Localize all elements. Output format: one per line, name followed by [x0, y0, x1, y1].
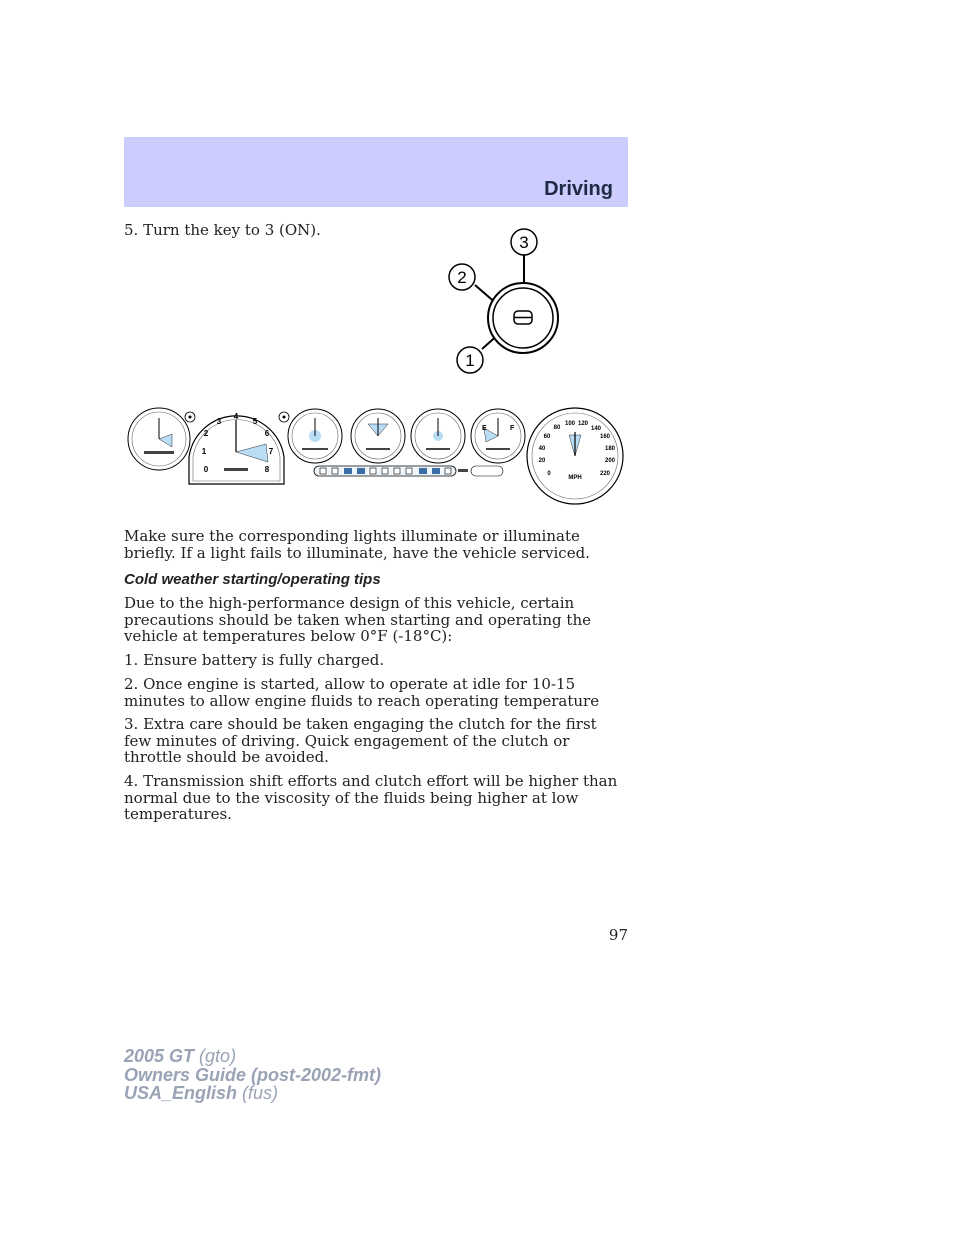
svg-text:0: 0 — [547, 471, 551, 477]
svg-text:180: 180 — [604, 446, 616, 452]
footer-guide: Owners Guide (post-2002-fmt) — [124, 1064, 382, 1085]
cold-weather-intro: Due to the high-performance design of this vehicle, certain precautions should be taken when starting and operating the vehicle at temperatures below 0°F (-18°C): — [124, 594, 591, 645]
svg-text:8: 8 — [264, 465, 270, 474]
svg-text:220: 220 — [599, 471, 611, 477]
svg-text:100: 100 — [564, 421, 576, 427]
svg-text:E: E — [482, 425, 487, 432]
lights-instruction: Make sure the corresponding lights illuminate or illuminate briefly. If a light fails to illuminate, have the vehicle serviced. — [124, 527, 590, 562]
document-footer — [124, 1047, 381, 1103]
svg-text:80: 80 — [553, 425, 561, 431]
cold-weather-heading: Cold weather starting/operating tips — [124, 571, 381, 588]
warning-icon-right — [279, 412, 289, 422]
svg-text:20: 20 — [538, 458, 546, 464]
svg-text:2: 2 — [457, 268, 467, 287]
footer-language: USA_English — [124, 1083, 238, 1103]
svg-text:60: 60 — [543, 434, 551, 440]
ignition-position-3 — [511, 229, 537, 255]
warning-icon-left — [185, 412, 195, 422]
warning-light-strip — [314, 466, 503, 476]
tip-3: 3. Extra care should be taken engaging the clutch for the first few minutes of driving. Quick engagement of the clutch or throttle should be avoided. — [124, 715, 597, 766]
svg-text:F: F — [510, 425, 515, 432]
svg-text:120: 120 — [577, 421, 589, 427]
svg-text:0: 0 — [203, 465, 209, 474]
instrument-cluster-diagram — [124, 402, 628, 508]
svg-text:3: 3 — [216, 417, 222, 426]
fuel-gauge — [471, 409, 525, 463]
svg-text:40: 40 — [538, 446, 546, 452]
oil-temp-gauge — [128, 408, 190, 470]
svg-text:1: 1 — [201, 447, 207, 456]
speedometer — [527, 408, 623, 504]
svg-text:MPH: MPH — [568, 475, 582, 481]
tip-2: 2. Once engine is started, allow to operate at idle for 10-15 minutes to allow engine fluids to reach operating temperature — [124, 675, 600, 710]
svg-text:6: 6 — [264, 429, 270, 438]
step-5-text: 5. Turn the key to 3 (ON). — [124, 221, 321, 239]
svg-text:7: 7 — [268, 447, 274, 456]
svg-text:3: 3 — [519, 233, 529, 252]
svg-text:1: 1 — [465, 351, 475, 370]
svg-text:160: 160 — [599, 434, 611, 440]
tip-4: 4. Transmission shift efforts and clutch effort will be higher than normal due to the viscosity of the fluids being higher at low temperatures. — [124, 772, 618, 823]
page-number: 97 — [608, 926, 628, 944]
tachometer — [189, 412, 284, 484]
water-temp-gauge — [411, 409, 465, 463]
ignition-position-2 — [449, 264, 475, 290]
footer-model-code: (gto) — [194, 1046, 237, 1066]
svg-text:140: 140 — [590, 426, 602, 432]
oil-pressure-gauge — [288, 409, 342, 463]
ignition-switch-diagram — [440, 225, 570, 375]
svg-text:2: 2 — [203, 429, 209, 438]
tip-1: 1. Ensure battery is fully charged. — [124, 651, 385, 669]
boost-gauge — [351, 409, 405, 463]
ignition-position-1 — [457, 347, 483, 373]
svg-text:5: 5 — [252, 417, 258, 426]
svg-text:200: 200 — [604, 458, 616, 464]
footer-language-code: (fus) — [237, 1083, 279, 1103]
svg-text:4: 4 — [233, 412, 239, 421]
footer-model: 2005 GT — [124, 1046, 195, 1066]
section-header-band — [124, 137, 628, 207]
section-title: Driving — [544, 178, 613, 200]
